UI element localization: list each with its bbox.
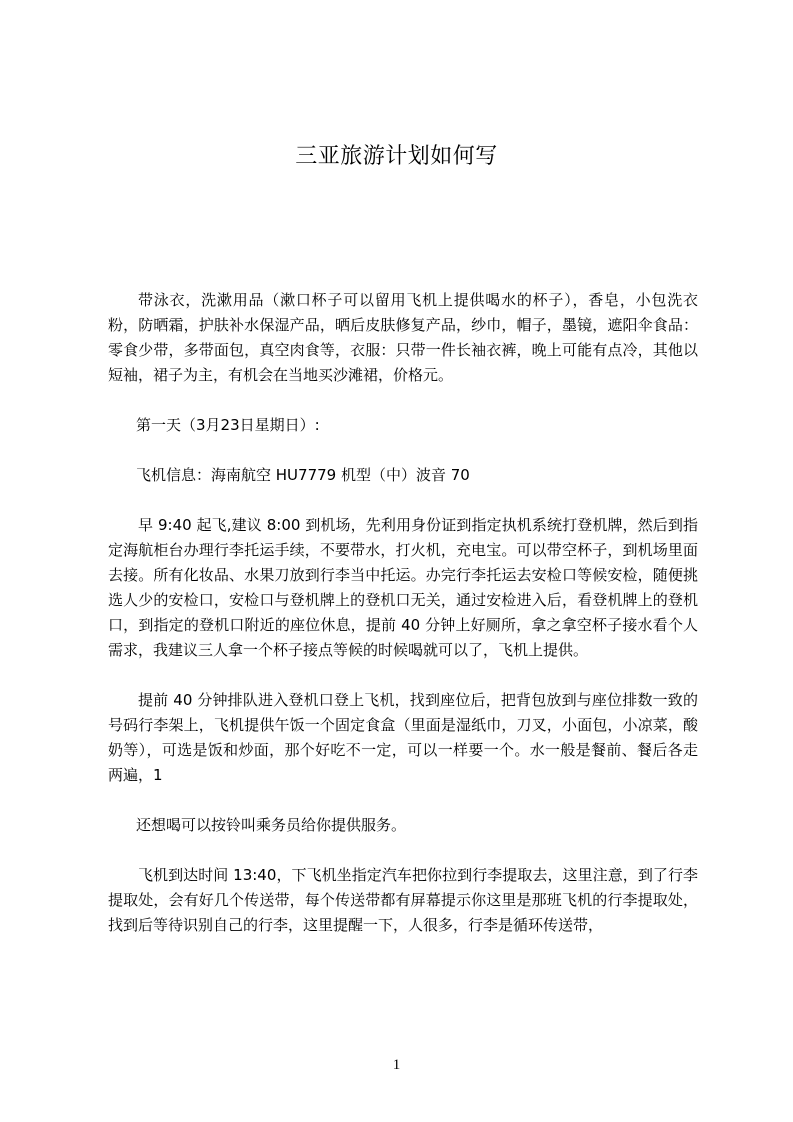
day-one-heading: 第一天（3月23日星期日）: [136, 416, 320, 434]
document-body [108, 288, 698, 963]
packing-list-paragraph: 带泳衣，洗漱用品（漱口杯子可以留用飞机上提供喝水的杯子），香皂，小包洗衣粉，防晒霜，护肤补水保湿产品，晒后皮肤修复产品，纱巾，帽子，墨镜，遮阳伞食品：零食少带，多带面包，真空肉食等，衣服：只带一件长袖衣裤，晚上可能有点冷，其他以短袖，裙子为主，有机会在当地买沙滩裙，价格元。 [108, 291, 698, 384]
departure-instructions-paragraph: 早 9:40 起飞,建议 8:00 到机场，先利用身份证到指定执机系统打登机牌，然后到指定海航柜台办理行李托运手续，不要带水，打火机，充电宝。可以带空杯子，到机场里面去接。所有化妆品、水果刀放到行李当中托运。办完行李托运去安检口等候安检，随便挑选人少的安检口，安检口与登机牌上的登机口无关，通过安检进入后，看登机牌上的登机口，到指定的登机口附近的座位休息，提前 40 分钟上好厕所，拿之拿空杯子接水看个人需求，我建议三人拿一个杯子接点等候的时候喝就可以了，飞机上提供。 [108, 516, 698, 659]
boarding-paragraph: 提前 40 分钟排队进入登机口登上飞机，找到座位后，把背包放到与座位排数一致的号码行李架上，飞机提供午饭一个固定食盒（里面是湿纸巾，刀叉，小面包，小凉菜，酸奶等），可选是饭和炒面，那个好吃不一定，可以一样要一个。水一般是餐前、餐后各走两遍，1 [108, 691, 698, 784]
flight-info-paragraph: 飞机信息：海南航空 HU7779 机型（中）波音 70 [136, 466, 470, 484]
page-number: 1 [392, 1057, 401, 1073]
service-paragraph: 还想喝可以按铃叫乘务员给你提供服务。 [136, 816, 407, 834]
document-title: 三亚旅游计划如何写 [295, 144, 498, 169]
arrival-paragraph: 飞机到达时间 13:40，下飞机坐指定汽车把你拉到行李提取去，这里注意，到了行李提取处，会有好几个传送带，每个传送带都有屏幕提示你这里是那班飞机的行李提取处，找到后等待识别自己的行李，这里提醒一下，人很多，行李是循环传送带， [108, 866, 698, 934]
